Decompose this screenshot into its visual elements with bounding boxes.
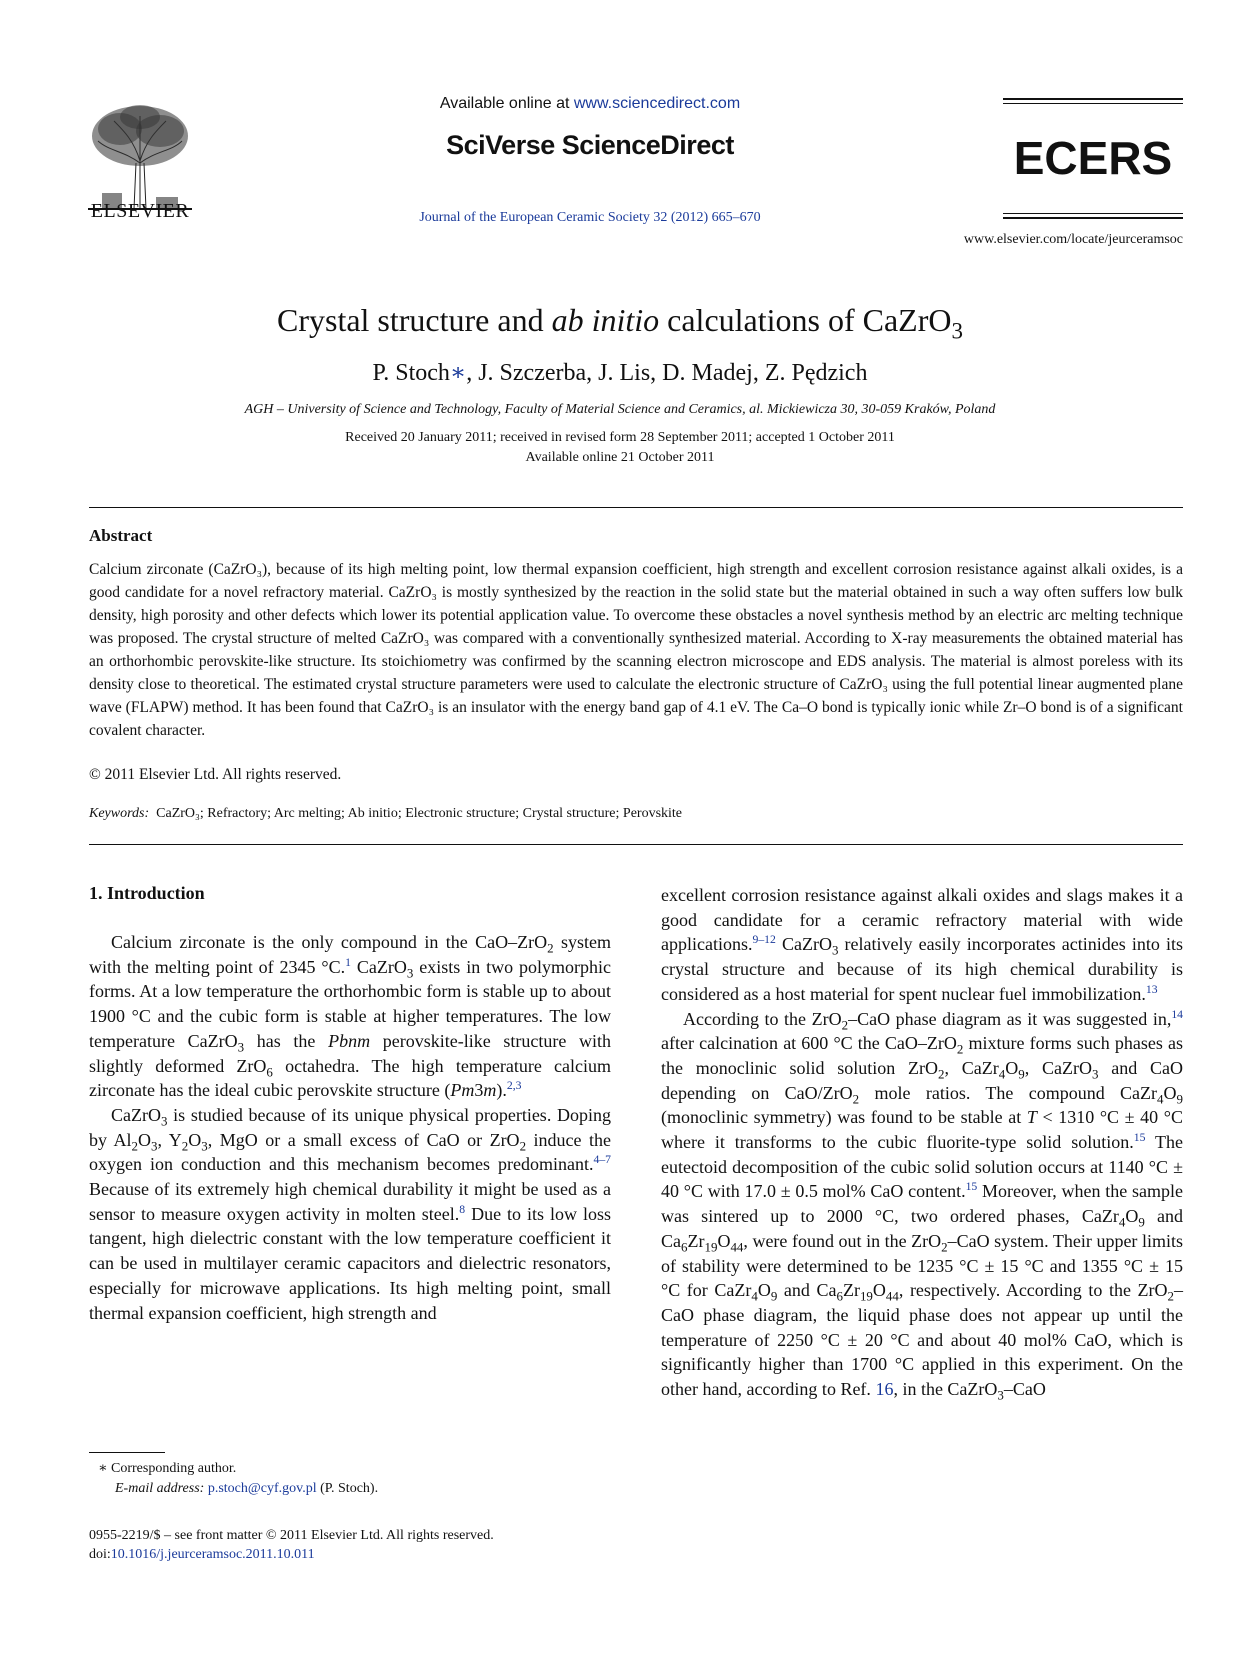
citation-link[interactable]: 8 [459,1202,466,1216]
received-dates: Received 20 January 2011; received in revised form 28 September 2011; accepted 1 October 2011 [345,430,895,445]
citation-link[interactable]: 4–7 [593,1153,611,1167]
body-column-left [89,930,611,1325]
author-list: P. Stoch∗, J. Szczerba, J. Lis, D. Madej, Z. Pędzich [372,360,868,386]
doi-link[interactable]: 10.1016/j.jeurceramsoc.2011.10.011 [110,1547,315,1562]
email-note: E-mail address: p.stoch@cyf.gov.pl (P. Stoch). [115,1481,379,1496]
citation-link[interactable]: 15 [1133,1131,1146,1145]
available-online-line: Available online at www.sciencedirect.com [439,95,741,112]
article-title: Crystal structure and ab initio calculations of CaZrO$_3$ [276,302,963,344]
available-online-date: Available online 21 October 2011 [525,450,715,465]
divider [89,844,1183,845]
platform-name: SciVerse ScienceDirect [446,130,734,160]
keywords: Keywords: CaZrO₃; Refractory; Arc melting; Ab initio; Electronic structure; Crystal structure; Perovskite [89,806,683,821]
footnote-divider [89,1452,165,1453]
ecers-logo-text: ECERS [1013,132,1173,184]
divider [1003,213,1183,214]
divider [1003,98,1183,100]
abstract-text: Calcium zirconate (CaZrO₃), because of its high melting point, low thermal expansion coefficient, high strength and excellent corrosion resistance against alkali oxides, is a good candidate for a novel refractory material. CaZrO₃ is mostly synthesized by the reaction in the solid state but the material obtained in such a way often suffers low bulk density, high porosity and other defects which lower its potential application value. To overcome these obstacles a novel synthesis method by an electric arc melting technique was proposed. The crystal structure of melted CaZrO₃ was compared with a conventionally synthesized material. According to X-ray measurements the obtained material has an orthorhombic perovskite-like structure. Its stoichiometry was confirmed by the scanning electron microscope and EDS analysis. The material is almost poreless with its density close to theoretical. The estimated crystal structure parameters were used to calculate the electronic structure of CaZrO₃ using the full potential linear augmented plane wave (FLAPW) method. It has been found that CaZrO₃ is an insulator with the energy band gap of 4.1 eV. The Ca–O bond is typically ionic while Zr–O bond is of a significant covalent character. [89,561,1183,739]
abstract-copyright: © 2011 Elsevier Ltd. All rights reserved. [89,766,342,783]
journal-reference-link[interactable]: Journal of the European Ceramic Society 32 (2012) 665–670 [419,210,761,225]
issn-line: 0955-2219/$ – see front matter © 2011 Elsevier Ltd. All rights reserved. [89,1528,494,1543]
citation-link[interactable]: 15 [965,1180,978,1194]
body-paragraph: CaZrO$_3$ is studied because of its unique physical properties. Doping by $Al_2O_3$, $Y_2O_3$, MgO or a small excess of CaO or ZrO$_2$ induce the oxygen ion conduction and this mechanism becomes predominant.$^{4-7}$ Because of its extremely high chemical durability it might be used as a sensor to measure oxygen activity in molten steel.$^8$ Due to its low loss tangent, high dielectric constant with the low temperature coefficient it can be used in multilayer ceramic capacitors and dielectric resonators, especially for microwave applications. Its high melting point, small thermal expansion coefficient, high strength and [89,1104,611,1323]
body-paragraph: Calcium zirconate is the only compound in the CaO–ZrO$_2$ system with the melting point of 2345 °C.$^1$ CaZrO$_3$ exists in two polymorphic forms. At a low temperature the orthorhombic form is stable up to about 1900 °C and the cubic form is stable at higher temperatures. The low temperature CaZrO$_3$ has the Pbnm perovskite-like structure with slightly deformed ZrO$_6$ octahedra. The high temperature calcium zirconate has the ideal cubic perovskite structure (Pm3m).$^{2,3}$ [89,932,612,1101]
abstract-heading: Abstract [89,526,153,545]
publisher-name: ELSEVIER [90,200,190,222]
citation-link[interactable]: 9–12 [752,933,776,947]
corresponding-author-mark[interactable]: ∗ [449,360,467,386]
citation-link[interactable]: 2,3 [506,1079,522,1093]
ecers-society-logo [1003,128,1183,188]
citation-link[interactable]: 13 [1145,982,1158,996]
citation-link[interactable]: 14 [1171,1007,1184,1021]
body-column-right [661,883,1183,1402]
divider [1003,103,1183,104]
sciencedirect-link[interactable]: www.sciencedirect.com [573,95,741,112]
corresponding-author-note: ∗ Corresponding author. [98,1461,237,1476]
citation-link[interactable]: 1 [345,955,351,969]
author-email-link[interactable]: p.stoch@cyf.gov.pl [207,1481,317,1496]
divider [1003,217,1183,219]
body-paragraph: According to the ZrO$_2$–CaO phase diagram as it was suggested in,$^{14}$ after calcination at 600 °C the CaO–ZrO$_2$ mixture forms such phases as the monoclinic solid solution ZrO$_2$, $CaZr_4O_9$, CaZrO$_3$ and CaO depending on CaO/ZrO$_2$ mole ratios. The compound $CaZr_4O_9$ (monoclinic symmetry) was found to be stable at T < 1310 °C ± 40 °C where it transforms to the cubic fluorite-type solid solution.$^{15}$ The eutectoid decomposition of the cubic solid solution occurs at 1140 °C ± 40 °C with 17.0 ± 0.5 mol% CaO content.$^{15}$ Moreover, when the sample was sintered up to 2000 °C, two ordered phases, $CaZr_4O_9$ and $Ca_6Zr_{19}O_{44}$, were found out in the ZrO$_2$–CaO system. Their upper limits of stability were determined to be 1235 °C ± 15 °C and 1355 °C ± 15 °C for $CaZr_4O_9$ and $Ca_6Zr_{19}O_{44}$, respectively. According to the ZrO$_2$–CaO phase diagram, the liquid phase does not appear up until the temperature of 2250 °C ± 20 °C and about 40 mol% CaO, which is significantly higher than 1700 °C applied in this experiment. On the other hand, according to Ref. 16, in the CaZrO$_3$–CaO [661,1007,1184,1403]
section-heading: 1. Introduction [89,883,205,903]
journal-homepage-url[interactable]: www.elsevier.com/locate/jeurceramsoc [963,232,1183,247]
doi-line: doi:10.1016/j.jeurceramsoc.2011.10.011 [89,1547,315,1562]
body-paragraph: excellent corrosion resistance against alkali oxides and slags makes it a good candidate for a ceramic refractory material with wide applications.$^{9-12}$ CaZrO$_3$ relatively easily incorporates actinides into its crystal structure and because of its high chemical durability is considered as a host material for spent nuclear fuel immobilization.$^{13}$ [661,885,1183,1004]
citation-link[interactable]: 16 [875,1379,894,1400]
divider [89,507,1183,508]
affiliation: AGH – University of Science and Technology, Faculty of Material Science and Ceramics, al. Mickiewicza 30, 30-059 Kraków, Poland [244,402,996,417]
